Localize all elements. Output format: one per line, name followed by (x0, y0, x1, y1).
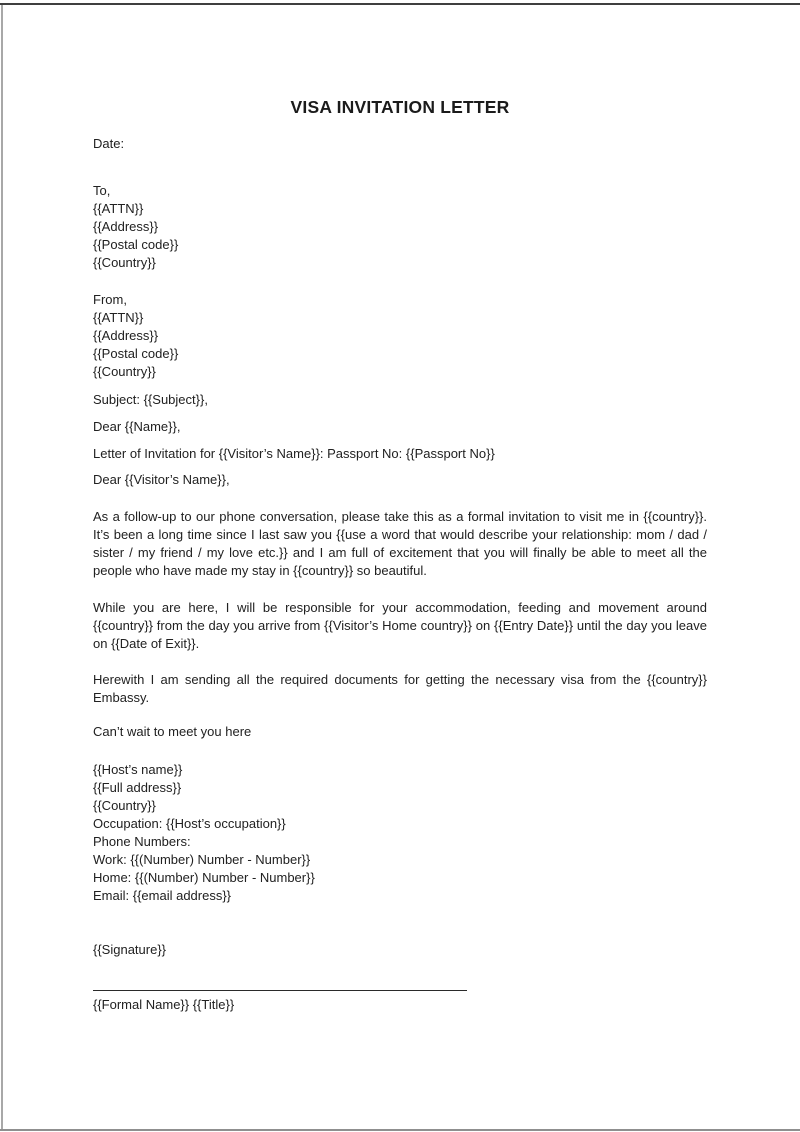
body-paragraph-documents: Herewith I am sending all the required documents for getting the necessary visa from the {{country}} Embassy. (93, 672, 707, 705)
from-postal-code-placeholder: {{Postal code}} (93, 346, 179, 361)
from-label: From, (93, 292, 127, 307)
to-attn-placeholder: {{ATTN}} (93, 201, 144, 216)
signature-rule (93, 990, 467, 991)
signature-placeholder: {{Signature}} (93, 942, 167, 957)
home-phone-line: Home: {{(Number) Number - Number}} (93, 870, 315, 885)
formal-name-line: {{Formal Name}} {{Title}} (93, 997, 235, 1012)
to-label: To, (93, 183, 111, 198)
host-details-block (93, 761, 707, 905)
to-country-placeholder: {{Country}} (93, 255, 156, 270)
document-title: VISA INVITATION LETTER (290, 97, 510, 117)
to-postal-code-placeholder: {{Postal code}} (93, 237, 179, 252)
host-full-address-placeholder: {{Full address}} (93, 780, 182, 795)
recipient-address-block (93, 182, 707, 272)
salutation-name: Dear {{Name}}, (93, 419, 181, 434)
salutation-visitor: Dear {{Visitor’s Name}}, (93, 472, 230, 487)
subject-line: Subject: {{Subject}}, (93, 392, 208, 407)
from-attn-placeholder: {{ATTN}} (93, 310, 144, 325)
to-address-placeholder: {{Address}} (93, 219, 159, 234)
from-address-placeholder: {{Address}} (93, 328, 159, 343)
date-label: Date: (93, 136, 125, 151)
from-country-placeholder: {{Country}} (93, 364, 156, 379)
phone-numbers-label: Phone Numbers: (93, 834, 191, 849)
email-line: Email: {{email address}} (93, 888, 232, 903)
body-paragraph-invitation: As a follow-up to our phone conversation, please take this as a formal invitation to visit me in {{country}}. It’s been a long time since I last saw you {{use a word that would describe your relationship: mom / dad / sister / my friend / my love etc.}} and I am full of excitement that you will finally be able to meet all the people who have made my stay in {{country}} so beautiful. (93, 509, 707, 578)
closing-line: Can’t wait to meet you here (93, 724, 252, 739)
host-country-placeholder: {{Country}} (93, 798, 156, 813)
scan-left-edge-line (1, 5, 3, 1131)
letter-content (93, 0, 707, 1132)
invitation-reference-line: Letter of Invitation for {{Visitor’s Name}}: Passport No: {{Passport No}} (93, 446, 495, 461)
host-name-placeholder: {{Host’s name}} (93, 762, 183, 777)
sender-address-block (93, 291, 707, 381)
body-paragraph-responsibility: While you are here, I will be responsible for your accommodation, feeding and movement around {{country}} from the day you arrive from {{Visitor’s Home country}} on {{Entry Date}} until the day you leave on {{Date of Exit}}. (93, 600, 707, 651)
host-occupation-line: Occupation: {{Host’s occupation}} (93, 816, 286, 831)
work-phone-line: Work: {{(Number) Number - Number}} (93, 852, 311, 867)
